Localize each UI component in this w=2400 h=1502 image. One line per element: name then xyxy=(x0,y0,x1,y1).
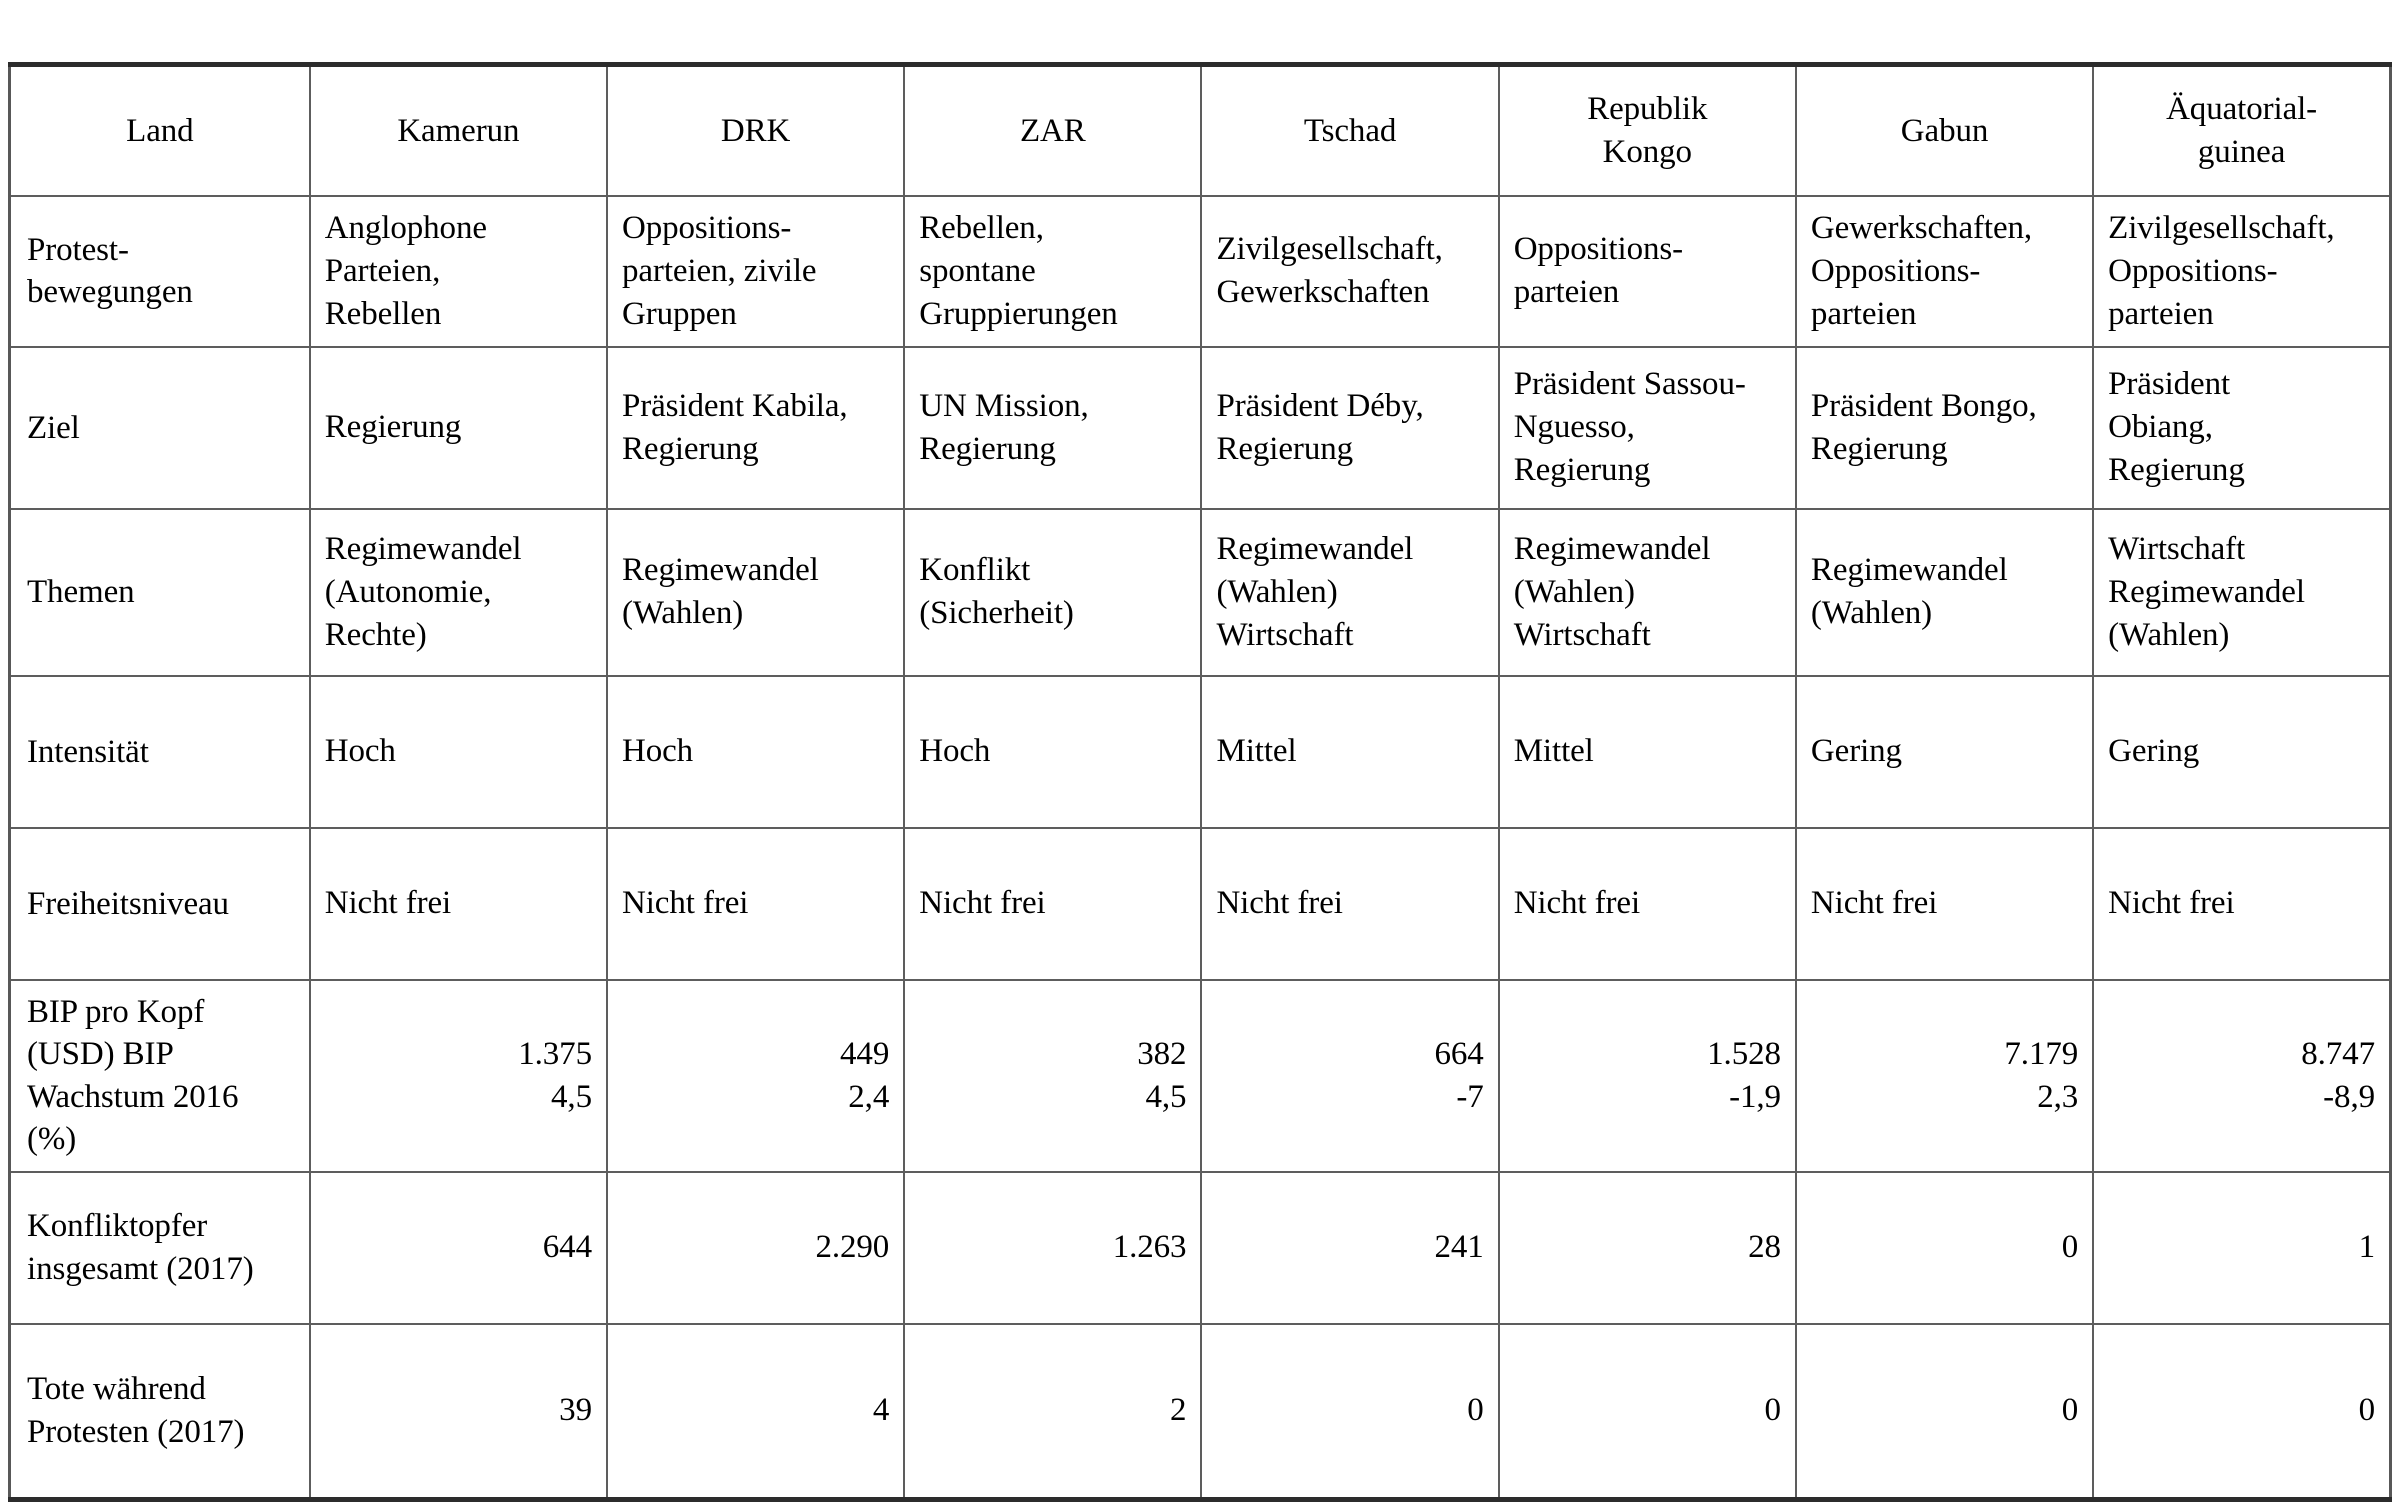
cell-tote-proteste-republik-kongo: 0 xyxy=(1499,1324,1796,1500)
bip-growth-value: 4,5 xyxy=(1145,1078,1187,1115)
bip-per-capita-value: 1.375 xyxy=(518,1035,592,1072)
bip-growth-value: -1,9 xyxy=(1729,1078,1781,1115)
cell-tote-proteste-gabun: 0 xyxy=(1796,1324,2093,1500)
cell-intensitaet-tschad: Mittel xyxy=(1201,676,1498,828)
table-row xyxy=(10,509,2391,676)
cell-intensitaet-drk: Hoch xyxy=(607,676,904,828)
column-header-drk xyxy=(607,65,904,197)
cell-freiheitsniveau-gabun: Nicht frei xyxy=(1796,828,2093,980)
table-row xyxy=(10,980,2391,1172)
cell-freiheitsniveau-drk: Nicht frei xyxy=(607,828,904,980)
row-label-line: (%) xyxy=(27,1120,77,1157)
column-header-republik-kongo xyxy=(1499,65,1796,197)
bip-growth-value: 2,3 xyxy=(2037,1078,2079,1115)
column-header-zar-label: ZAR xyxy=(1019,112,1086,149)
column-header-tschad-label: Tschad xyxy=(1303,112,1397,149)
row-label-ziel xyxy=(10,347,310,509)
row-label-intensitaet xyxy=(10,676,310,828)
cell-freiheitsniveau-tschad: Nicht frei xyxy=(1201,828,1498,980)
cell-protestbewegungen-gabun: Gewerkschaften, Oppositions- parteien xyxy=(1796,196,2093,347)
row-label-line: Freiheitsniveau xyxy=(27,885,229,922)
cell-ziel-drk: Präsident Kabila, Regierung xyxy=(607,347,904,509)
table-row xyxy=(10,1172,2391,1324)
column-header-kamerun xyxy=(310,65,607,197)
row-label-line: Konfliktopfer xyxy=(27,1208,208,1245)
bip-per-capita-value: 664 xyxy=(1434,1035,1484,1072)
cell-ziel-zar: UN Mission, Regierung xyxy=(904,347,1201,509)
row-label-line: (USD) BIP xyxy=(27,1036,174,1073)
table-row xyxy=(10,347,2391,509)
cell-themen-gabun: Regimewandel (Wahlen) xyxy=(1796,509,2093,676)
cell-bip-republik-kongo xyxy=(1499,980,1796,1172)
cell-protestbewegungen-republik-kongo: Oppositions- parteien xyxy=(1499,196,1796,347)
column-header-tschad xyxy=(1201,65,1498,197)
row-label-line: Themen xyxy=(27,574,135,611)
bip-per-capita-value: 382 xyxy=(1137,1035,1187,1072)
cell-themen-kamerun: Regimewandel (Autonomie, Rechte) xyxy=(310,509,607,676)
cell-themen-drk: Regimewandel (Wahlen) xyxy=(607,509,904,676)
table-header xyxy=(10,65,2391,197)
cell-protestbewegungen-drk: Oppositions- parteien, zivile Gruppen xyxy=(607,196,904,347)
table-row xyxy=(10,196,2391,347)
cell-freiheitsniveau-republik-kongo: Nicht frei xyxy=(1499,828,1796,980)
column-header-republik-kongo-line2: Kongo xyxy=(1602,134,1692,170)
column-header-aequatorialguinea-line2: guinea xyxy=(2197,134,2286,170)
cell-ziel-aequatorialguinea: Präsident Obiang, Regierung xyxy=(2093,347,2390,509)
bip-per-capita-value: 7.179 xyxy=(2004,1035,2079,1072)
row-label-line: insgesamt (2017) xyxy=(27,1250,254,1287)
comparison-table-wrapper xyxy=(8,62,2392,1502)
cell-ziel-kamerun: Regierung xyxy=(310,347,607,509)
column-header-kamerun-label: Kamerun xyxy=(397,112,520,149)
cell-themen-aequatorialguinea: Wirtschaft Regimewandel (Wahlen) xyxy=(2093,509,2390,676)
column-header-aequatorialguinea-line1: Äquatorial- xyxy=(2166,91,2318,128)
cell-bip-kamerun xyxy=(310,980,607,1172)
cell-konfliktopfer-republik-kongo: 28 xyxy=(1499,1172,1796,1324)
cell-intensitaet-aequatorialguinea: Gering xyxy=(2093,676,2390,828)
column-header-land-label: Land xyxy=(126,112,194,149)
bip-growth-value: -8,9 xyxy=(2323,1078,2375,1115)
cell-protestbewegungen-aequatorialguinea: Zivilgesellschaft, Oppositions- parteien xyxy=(2093,196,2390,347)
header-row xyxy=(10,65,2391,197)
cell-bip-zar xyxy=(904,980,1201,1172)
bip-per-capita-value: 8.747 xyxy=(2301,1035,2375,1072)
row-label-line: Protest- xyxy=(27,232,129,269)
row-label-themen xyxy=(10,509,310,676)
cell-protestbewegungen-kamerun: Anglophone Parteien, Rebellen xyxy=(310,196,607,347)
row-label-freiheitsniveau xyxy=(10,828,310,980)
cell-themen-tschad: Regimewandel (Wahlen) Wirtschaft xyxy=(1201,509,1498,676)
bip-per-capita-value: 449 xyxy=(840,1035,890,1072)
table-body xyxy=(10,196,2391,1499)
cell-bip-tschad xyxy=(1201,980,1498,1172)
cell-intensitaet-republik-kongo: Mittel xyxy=(1499,676,1796,828)
cell-tote-proteste-zar: 2 xyxy=(904,1324,1201,1500)
cell-ziel-tschad: Präsident Déby, Regierung xyxy=(1201,347,1498,509)
cell-bip-gabun xyxy=(1796,980,2093,1172)
row-label-line: Tote während xyxy=(27,1371,206,1408)
column-header-gabun-label: Gabun xyxy=(1900,112,1989,149)
row-label-bip xyxy=(10,980,310,1172)
comparison-table xyxy=(8,62,2392,1502)
cell-tote-proteste-drk: 4 xyxy=(607,1324,904,1500)
cell-konfliktopfer-aequatorialguinea: 1 xyxy=(2093,1172,2390,1324)
cell-konfliktopfer-gabun: 0 xyxy=(1796,1172,2093,1324)
cell-ziel-gabun: Präsident Bongo, Regierung xyxy=(1796,347,2093,509)
cell-konfliktopfer-zar: 1.263 xyxy=(904,1172,1201,1324)
bip-per-capita-value: 1.528 xyxy=(1707,1035,1781,1072)
cell-ziel-republik-kongo: Präsident Sassou- Nguesso, Regierung xyxy=(1499,347,1796,509)
column-header-land xyxy=(10,65,310,197)
row-label-line: Ziel xyxy=(27,409,80,446)
cell-tote-proteste-tschad: 0 xyxy=(1201,1324,1498,1500)
row-label-konfliktopfer xyxy=(10,1172,310,1324)
cell-bip-aequatorialguinea xyxy=(2093,980,2390,1172)
cell-intensitaet-gabun: Gering xyxy=(1796,676,2093,828)
cell-konfliktopfer-kamerun: 644 xyxy=(310,1172,607,1324)
cell-konfliktopfer-tschad: 241 xyxy=(1201,1172,1498,1324)
cell-freiheitsniveau-aequatorialguinea: Nicht frei xyxy=(2093,828,2390,980)
table-row xyxy=(10,828,2391,980)
cell-protestbewegungen-zar: Rebellen, spontane Gruppierungen xyxy=(904,196,1201,347)
bip-growth-value: 2,4 xyxy=(848,1078,890,1115)
column-header-aequatorialguinea xyxy=(2093,65,2390,197)
row-label-protestbewegungen xyxy=(10,196,310,347)
column-header-gabun xyxy=(1796,65,2093,197)
cell-intensitaet-zar: Hoch xyxy=(904,676,1201,828)
table-row xyxy=(10,676,2391,828)
column-header-republik-kongo-line1: Republik xyxy=(1587,91,1708,128)
row-label-line: Wachstum 2016 xyxy=(27,1078,239,1115)
cell-tote-proteste-aequatorialguinea: 0 xyxy=(2093,1324,2390,1500)
bip-growth-value: -7 xyxy=(1456,1078,1484,1115)
column-header-zar xyxy=(904,65,1201,197)
cell-freiheitsniveau-kamerun: Nicht frei xyxy=(310,828,607,980)
cell-themen-republik-kongo: Regimewandel (Wahlen) Wirtschaft xyxy=(1499,509,1796,676)
row-label-line: Intensität xyxy=(27,733,149,770)
cell-protestbewegungen-tschad: Zivilgesellschaft, Gewerkschaften xyxy=(1201,196,1498,347)
column-header-drk-label: DRK xyxy=(720,112,791,149)
cell-bip-drk xyxy=(607,980,904,1172)
row-label-line: bewegungen xyxy=(27,274,193,311)
cell-freiheitsniveau-zar: Nicht frei xyxy=(904,828,1201,980)
cell-themen-zar: Konflikt (Sicherheit) xyxy=(904,509,1201,676)
row-label-line: BIP pro Kopf xyxy=(27,994,205,1031)
cell-konfliktopfer-drk: 2.290 xyxy=(607,1172,904,1324)
row-label-line: Protesten (2017) xyxy=(27,1413,245,1450)
bip-growth-value: 4,5 xyxy=(551,1078,592,1115)
cell-intensitaet-kamerun: Hoch xyxy=(310,676,607,828)
cell-tote-proteste-kamerun: 39 xyxy=(310,1324,607,1500)
